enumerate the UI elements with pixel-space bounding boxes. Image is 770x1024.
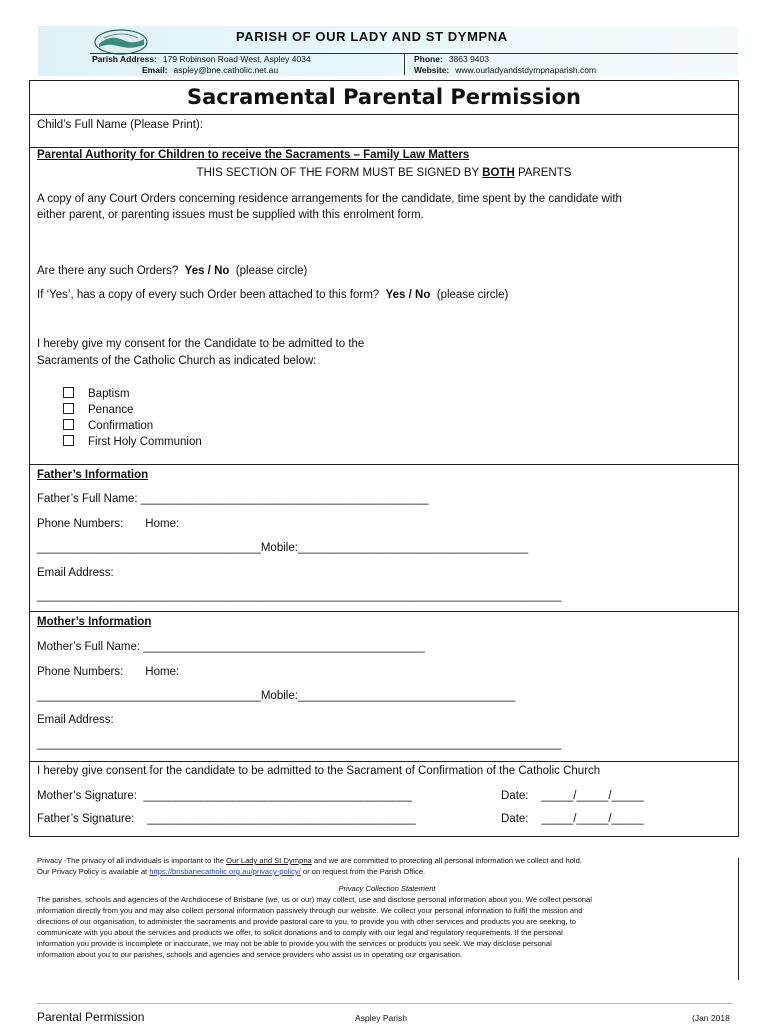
mother-email-label: Email Address: — [37, 714, 114, 726]
attached-question: If ‘Yes’, has a copy of every such Order been attached to this form? Yes / No (please circle) — [37, 289, 509, 301]
father-email-label: Email Address: — [37, 567, 114, 579]
divider — [30, 611, 738, 612]
father-name-field[interactable]: Father’s Full Name: _____________________________________________ — [37, 493, 429, 505]
father-signature-field[interactable]: Father’s Signature: __________________________________________ — [37, 813, 416, 825]
father-heading: Father’s Information — [37, 469, 149, 481]
court-orders-text: A copy of any Court Orders concerning residence arrangements for the candidate, time spent by the candidate with — [37, 193, 622, 205]
footer-divider — [37, 1003, 733, 1004]
yes-no-option[interactable]: Yes / No — [184, 265, 230, 277]
footer-form-name: Parental Permission — [37, 1010, 145, 1024]
checkbox[interactable] — [63, 403, 74, 414]
privacy-statement-line: The parishes, schools and agencies of the Archdiocese of Brisbane (we, us or our) may collect, use and disclose personal information about you. We collect personal — [37, 895, 592, 904]
mother-date-field[interactable]: Date: _____/_____/_____ — [501, 790, 644, 802]
father-phone-field[interactable]: ___________________________________Mobile:____________________________________ — [37, 542, 529, 554]
court-orders-text-2: either parent, or parenting issues must be supplied with this enrolment form. — [37, 209, 424, 221]
father-date-field[interactable]: Date: _____/_____/_____ — [501, 813, 644, 825]
divider — [30, 114, 738, 115]
divider — [30, 464, 738, 465]
sacrament-penance[interactable]: Penance — [63, 403, 133, 416]
privacy-line-1: Privacy -The privacy of all individuals is important to the Our Lady and St Dympna and we are committed to protecting all personal information we collect and hold. — [37, 856, 582, 865]
authority-heading: Parental Authority for Children to receive the Sacraments – Family Law Matters — [37, 149, 470, 161]
privacy-statement-title-wrap — [37, 883, 737, 894]
father-email-field[interactable]: __________________________________________________________________________________ — [37, 590, 562, 602]
privacy-statement-line: directions of our organisation, to administer the sacraments and provide pastoral care to you, to provide you with other services and products you are seeking, to — [37, 917, 577, 926]
footer-parish: Aspley Parish — [355, 1013, 407, 1023]
footer-date: (Jan 2018 — [692, 1013, 730, 1023]
privacy-statement-line: information you provide is incomplete or inaccurate, we may not be able to provide you with the services or products you seek. We may disclose personal — [37, 939, 552, 948]
privacy-notice — [37, 855, 737, 877]
divider — [30, 147, 738, 148]
signed-by-both-notice: THIS SECTION OF THE FORM MUST BE SIGNED BY BOTH PARENTS — [196, 167, 572, 179]
consent-text: I hereby give my consent for the Candidate to be admitted to the — [37, 338, 365, 350]
child-name-label: Child’s Full Name (Please Print): — [37, 119, 203, 131]
yes-no-option[interactable]: Yes / No — [385, 289, 431, 301]
checkbox[interactable] — [63, 435, 74, 446]
permission-form — [29, 80, 739, 837]
mother-phone-field[interactable]: ___________________________________Mobile:__________________________________ — [37, 690, 516, 702]
mother-heading: Mother’s Information — [37, 616, 152, 628]
privacy-statement-line: communicate with you about the services and products we offer, to solicit donations and to comply with our legal and regulatory requirements. If the personal — [37, 928, 563, 937]
header-column-divider — [404, 53, 405, 75]
mother-phone-label: Phone Numbers: Home: — [37, 666, 180, 678]
parish-address: Parish Address: 179 Robinson Road West, Aspley 4034 — [92, 54, 311, 64]
privacy-statement-line: information about you to our parishes, schools and agencies and service providers who assist us in operating our organisation. — [37, 950, 463, 959]
privacy-statement — [37, 894, 737, 960]
privacy-statement-line: information directly from you and may also collect personal information passively through our website. We collect your personal information to fulfil the mission and — [37, 906, 583, 915]
mother-signature-field[interactable]: Mother’s Signature: __________________________________________ — [37, 790, 412, 802]
parish-email: Email: aspley@bne.catholic.net.au — [142, 65, 279, 75]
parish-website: Website: www.ourladyandstdympnaparish.com — [414, 65, 597, 75]
sacrament-baptism[interactable]: Baptism — [63, 387, 130, 400]
checkbox[interactable] — [63, 387, 74, 398]
margin-rule — [738, 858, 739, 980]
parish-logo-icon — [90, 28, 152, 56]
form-title: Sacramental Parental Permission — [187, 85, 581, 109]
confirmation-consent: I hereby give consent for the candidate to be admitted to the Sacrament of Confirmation of the Catholic Church — [37, 765, 601, 777]
privacy-line-2: Our Privacy Policy is available at https://brisbanecatholic.org.au/privacy-policy/ or on request from the Parish Office. — [37, 867, 426, 876]
orders-question: Are there any such Orders? Yes / No (please circle) — [37, 265, 308, 277]
consent-text-2: Sacraments of the Catholic Church as indicated below: — [37, 355, 317, 367]
sacrament-confirmation[interactable]: Confirmation — [63, 419, 153, 432]
father-phone-label: Phone Numbers: Home: — [37, 518, 180, 530]
privacy-statement-title: Privacy Collection Statement — [338, 884, 436, 893]
privacy-policy-link[interactable]: https://brisbanecatholic.org.au/privacy-policy/ — [149, 867, 301, 876]
sacrament-first-communion[interactable]: First Holy Communion — [63, 435, 202, 448]
parish-name: PARISH OF OUR LADY AND ST DYMPNA — [236, 29, 508, 44]
divider — [30, 761, 738, 762]
parish-header — [38, 26, 738, 76]
mother-email-field[interactable]: __________________________________________________________________________________ — [37, 738, 562, 750]
parish-phone: Phone: 3863 9403 — [414, 54, 489, 64]
checkbox[interactable] — [63, 419, 74, 430]
mother-name-field[interactable]: Mother’s Full Name: ____________________________________________ — [37, 641, 425, 653]
